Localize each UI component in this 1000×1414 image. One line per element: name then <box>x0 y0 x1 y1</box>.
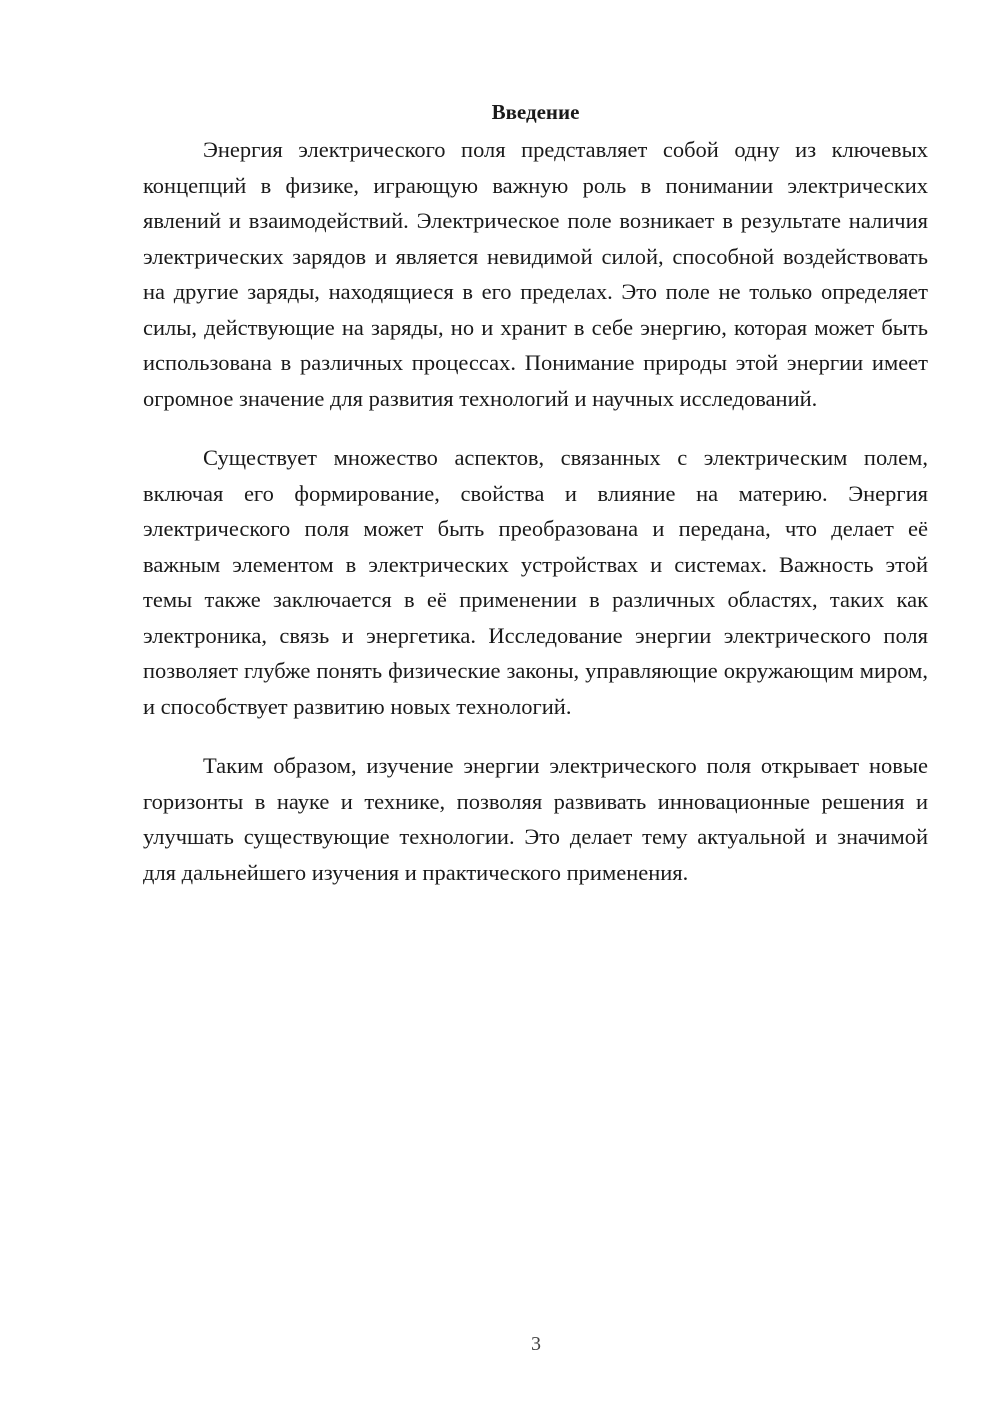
page-content <box>143 96 928 914</box>
section-heading: Введение <box>491 100 580 124</box>
paragraph-3: Таким образом, изучение энергии электрического поля открывает новые горизонты в науке и технике, позволяя развивать инновационные решения и улучшать существующие технологии. Это делает тему актуальной и значимой для дальнейшего изучения и практического применения. <box>143 753 928 885</box>
paragraph-1: Энергия электрического поля представляет собой одну из ключевых концепций в физике, играющую важную роль в понимании электрических явлений и взаимодействий. Электрическое поле возникает в результате наличия электрических зарядов и является невидимой силой, способной воздействовать на другие заряды, находящиеся в его пределах. Это поле не только определяет силы, действующие на заряды, но и хранит в себе энергию, которая может быть использована в различных процессах. Понимание природы этой энергии имеет огромное значение для развития технологий и научных исследований. <box>143 137 928 411</box>
paragraph-2: Существует множество аспектов, связанных с электрическим полем, включая его формирование, свойства и влияние на материю. Энергия электрического поля может быть преобразована и передана, что делает её важным элементом в электрических устройствах и системах. Важность этой темы также заключается в её применении в различных областях, таких как электроника, связь и энергетика. Исследование энергии электрического поля позволяет глубже понять физические законы, управляющие окружающим миром, и способствует развитию новых технологий. <box>143 445 928 719</box>
page-number: 3 <box>531 1333 541 1355</box>
